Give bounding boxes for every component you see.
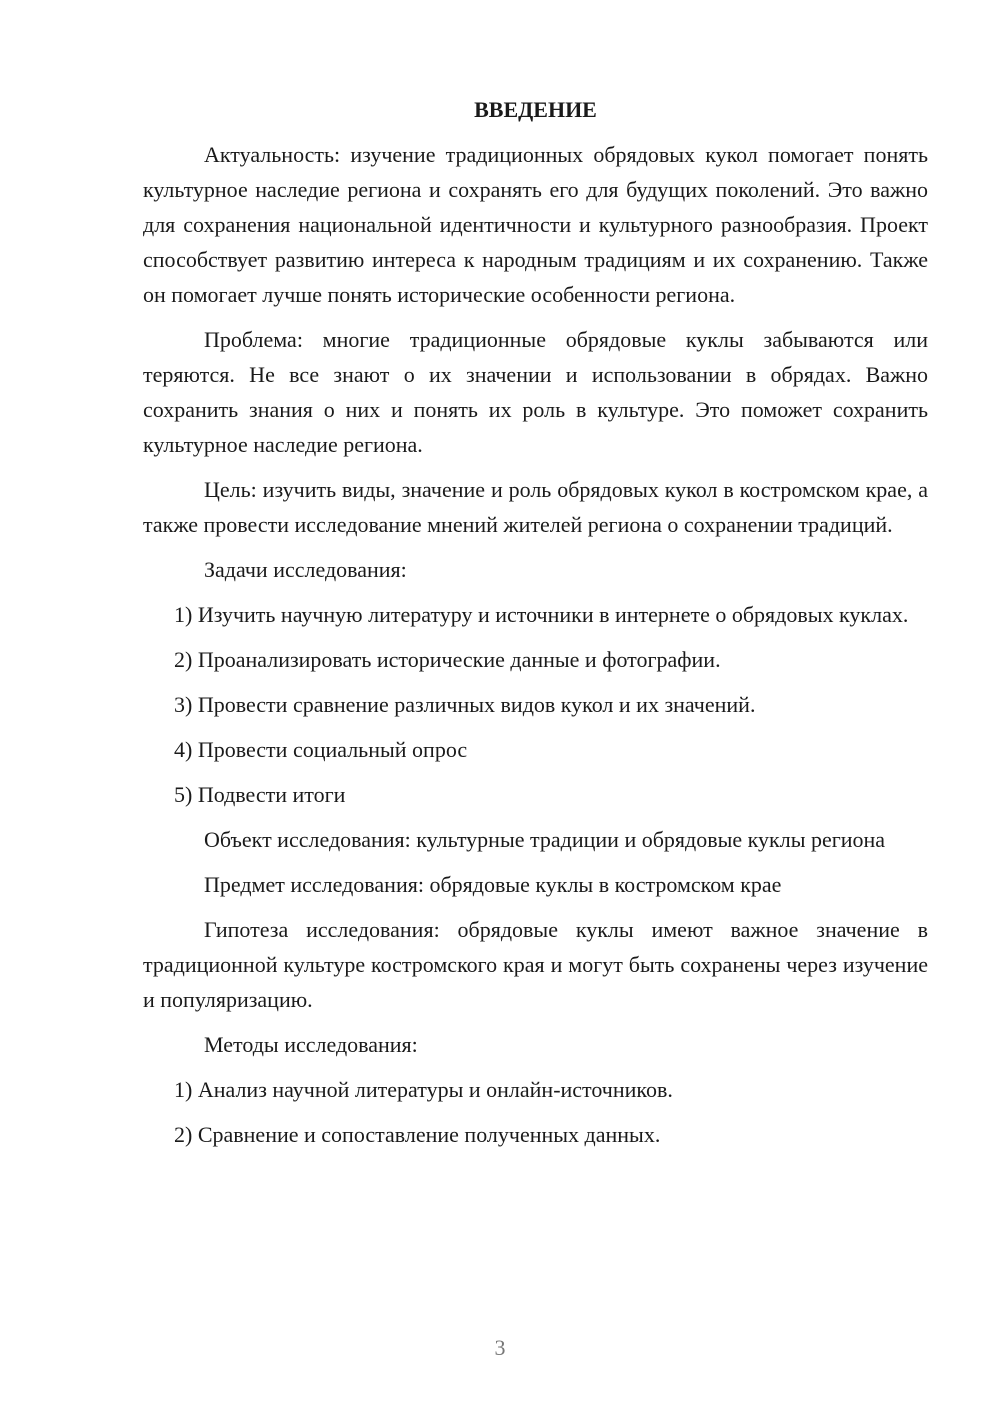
document-page: [143, 92, 928, 1162]
tasks-heading: Задачи исследования:: [204, 557, 407, 582]
page-number: 3: [494, 1335, 506, 1360]
methods-heading: Методы исследования:: [204, 1032, 418, 1057]
method-item: 2) Сравнение и сопоставление полученных данных.: [174, 1122, 661, 1147]
goal-paragraph: Цель: изучить виды, значение и роль обрядовых кукол в костромском крае, а также провести исследование мнений жителей региона о сохранении традиций.: [143, 477, 928, 537]
task-item: 2) Проанализировать исторические данные и фотографии.: [174, 647, 721, 672]
hypothesis-paragraph: Гипотеза исследования: обрядовые куклы имеют важное значение в традиционной культуре костромского края и могут быть сохранены через изучение и популяризацию.: [143, 917, 928, 1012]
page-title: ВВЕДЕНИЕ: [474, 97, 597, 122]
task-item: 1) Изучить научную литературу и источники в интернете о обрядовых куклах.: [174, 602, 909, 627]
method-item: 1) Анализ научной литературы и онлайн-источников.: [174, 1077, 673, 1102]
task-item: 5) Подвести итоги: [174, 782, 346, 807]
task-item: 3) Провести сравнение различных видов кукол и их значений.: [174, 692, 756, 717]
object-paragraph: Объект исследования: культурные традиции и обрядовые куклы региона: [204, 827, 886, 852]
relevance-paragraph: Актуальность: изучение традиционных обрядовых кукол помогает понять культурное наследие региона и сохранять его для будущих поколений. Это важно для сохранения национальной идентичности и культурного разнообразия. Проект способствует развитию интереса к народным традициям и их сохранению. Также он помогает лучше понять исторические особенности региона.: [143, 142, 928, 307]
task-item: 4) Провести социальный опрос: [174, 737, 468, 762]
problem-paragraph: Проблема: многие традиционные обрядовые куклы забываются или теряются. Не все знают о их значении и использовании в обрядах. Важно сохранить знания о них и понять их роль в культуре. Это поможет сохранить культурное наследие региона.: [143, 327, 928, 457]
subject-paragraph: Предмет исследования: обрядовые куклы в костромском крае: [204, 872, 782, 897]
